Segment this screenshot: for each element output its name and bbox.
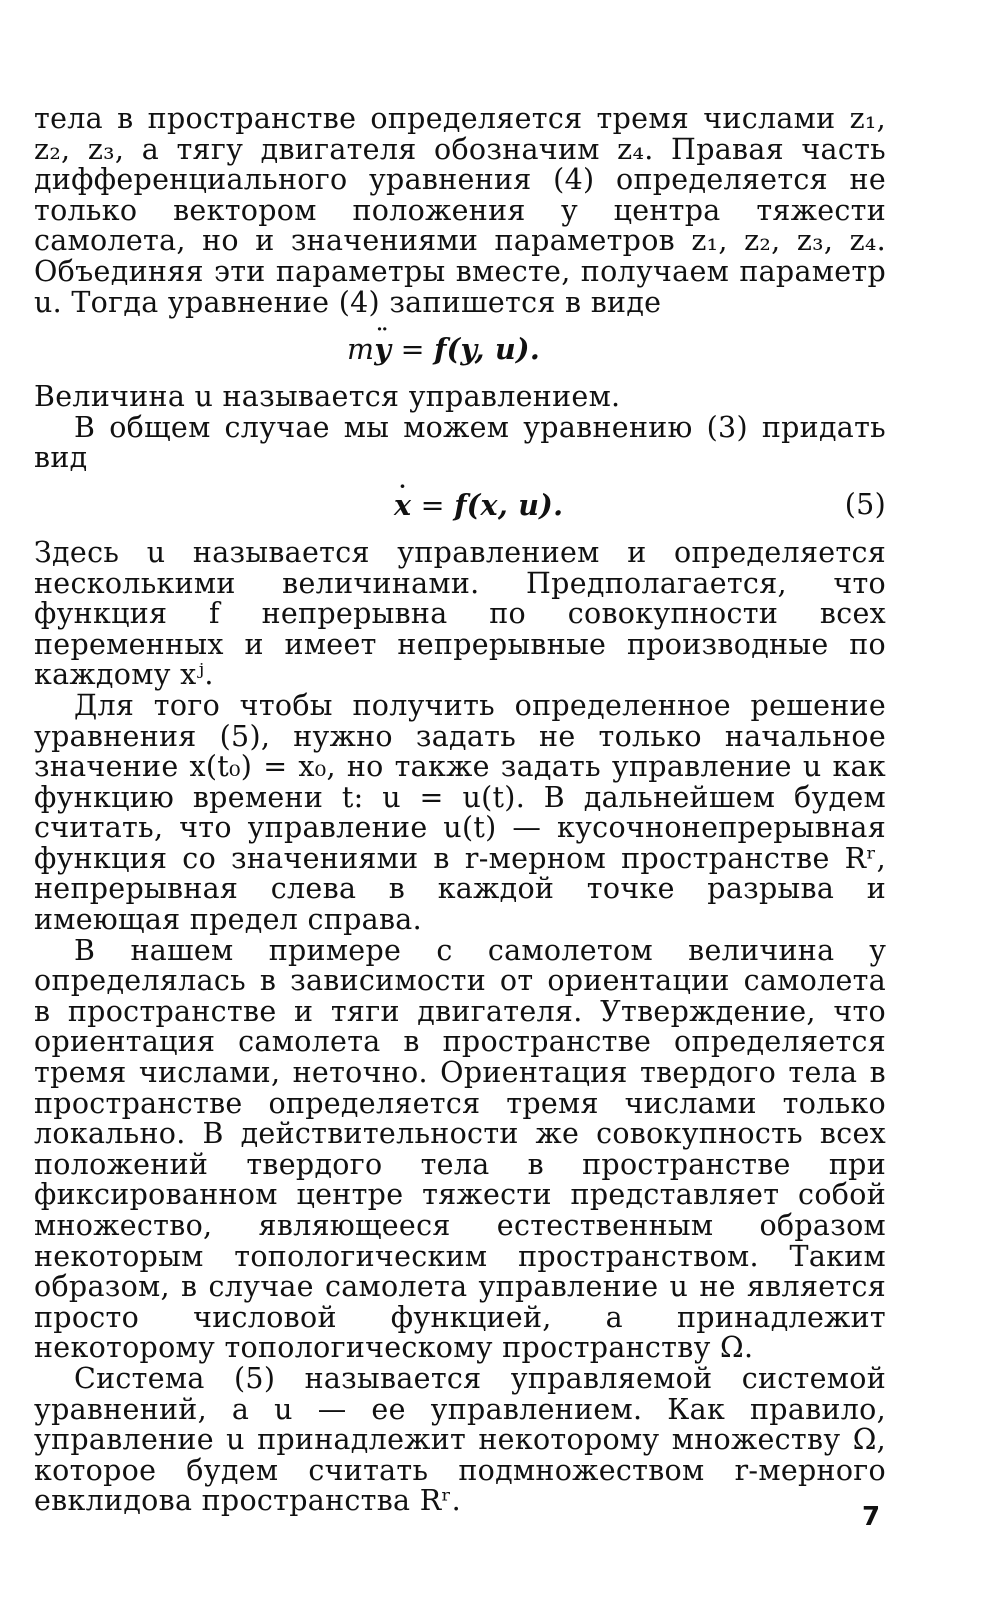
page-body [34,104,886,1517]
page-number: 7 [862,1502,881,1532]
acceleration-symbol: ·· y [374,334,391,365]
derivative-symbol: · x [394,490,411,521]
function-symbol: f [454,487,467,522]
paragraph-3: В общем случае мы можем уравнению (3) придать вид [34,410,886,475]
paragraph-7: Система (5) называется управляемой системой уравнений, а u — ее управлением. Как правило, управление u принадлежит некоторому множеству Ω, которое будем считать подмножеством r-мерного евклидова пространства Rʳ. [34,1361,886,1518]
function-arguments: (y, u). [446,332,541,367]
formula-control-system [34,474,886,538]
formula-motion [34,318,886,382]
equals-sign: = [400,333,425,367]
equation-number: (5) [844,487,886,521]
paragraph-5: Для того чтобы получить определенное решение уравнения (5), нужно задать не только начальное значение x(t₀) = x₀, но также задать управление u как функцию времени t: u = u(t). В дальнейшем будем считать, что управление u(t) — кусочнонепрерывная функция со значениями в r-мерном пространстве Rʳ, непрерывная слева в каждой точке разрыва и имеющая предел справа. [34,688,886,937]
function-arguments: (x, u). [466,487,564,522]
paragraph-2: Величина u называется управлением. [34,380,621,414]
mass-symbol: m [347,333,375,367]
function-symbol: f [434,332,447,367]
equals-sign: = [420,488,445,522]
paragraph-1: тела в пространстве определяется тремя числами z₁, z₂, z₃, а тягу двигателя обозначим z₄. Правая часть дифференциального уравнения (4) определяется не только вектором положения y центра тяжести самолета, но и значениями параметров z₁, z₂, z₃, z₄. Объединяя эти параметры вместе, получаем параметр u. Тогда уравнение (4) запишется в виде [34,102,886,319]
paragraph-4: Здесь u называется управлением и определяется несколькими величинами. Предполагается, что функция f непрерывна по совокупности всех переменных и имеет непрерывные производные по каждому xʲ. [34,535,886,692]
paragraph-6: В нашем примере с самолетом величина y определялась в зависимости от ориентации самолета в пространстве и тяги двигателя. Утверждение, что ориентация самолета в пространстве определяется тремя числами, неточно. Ориентация твердого тела в пространстве определяется тремя числами только локально. В действительности же совокупность всех положений твердого тела в пространстве при фиксированном центре тяжести представляет собой множество, являющееся естественным образом некоторым топологическим пространством. Таким образом, в случае самолета управление u не является просто числовой функцией, а принадлежит некоторому топологическому пространству Ω. [34,933,886,1365]
